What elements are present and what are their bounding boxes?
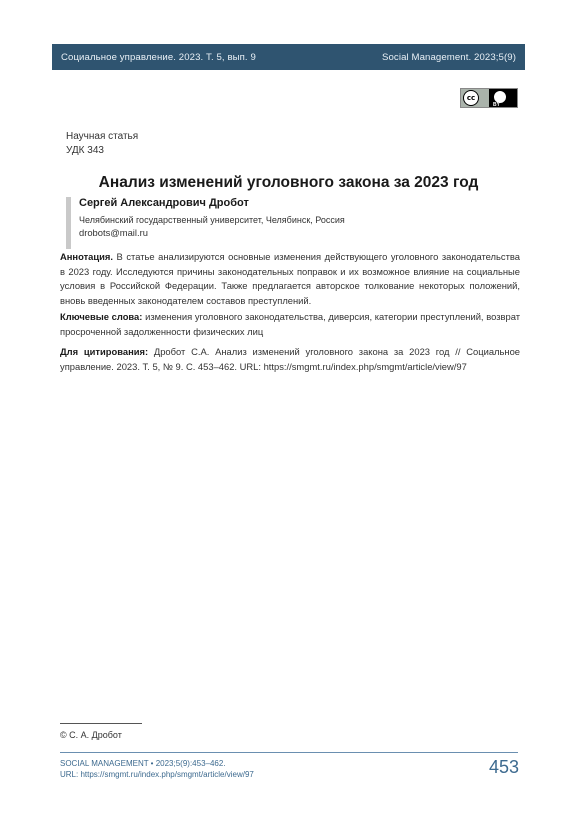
article-title: Анализ изменений уголовного закона за 2023 год [98,174,479,191]
header-journal-en: Social Management. 2023;5(9) [382,51,516,63]
footer-citation [60,759,254,780]
citation-text: Дробот С.А. Анализ изменений уголовного закона за 2023 год // Социальное управление. 2023. Т. 5, № 9. С. 453–462. URL: https://smgmt.ru/index.php/smgmt/article/view/97 [60,346,520,372]
footer-journal-line: SOCIAL MANAGEMENT • 2023;5(9):453–462. [60,759,226,768]
footer-url-line[interactable]: URL: https://smgmt.ru/index.php/smgmt/article/view/97 [60,769,254,779]
author-block [66,197,345,249]
cc-by-license-badge[interactable] [460,88,518,108]
abstract [60,250,520,308]
footnote-divider [60,723,142,724]
abstract-text: В статье анализируются основные изменения действующего уголовного законодательства в 2023 году. Исследуются причины законодательных поправок и их возможное влияние на социальные условия в Российской Федерации. Также предлагается авторское толкование некоторых положений, вновь введенных законодателем составов преступлений. [60,251,520,306]
cc-icon: cc [463,90,479,106]
author-name: Сергей Александрович Дробот [79,197,249,209]
article-type: Научная статья [66,131,139,142]
header-journal-ru: Социальное управление. 2023. Т. 5, вып. 9 [61,51,256,63]
article-meta [66,130,138,158]
citation-label: Для цитирования: [60,346,149,357]
keywords-label: Ключевые слова: [60,311,143,322]
footer-divider [60,752,518,753]
page-number: 453 [488,757,519,777]
abstract-label: Аннотация. [60,251,113,262]
author-email[interactable]: drobots@mail.ru [79,227,148,238]
by-label: BY [493,102,500,108]
citation [60,345,520,374]
keywords-text: изменения уголовного законодательства, диверсия, категории преступлений, возврат просроченной задолженности физических лиц [60,311,520,337]
author-affiliation: Челябинский государственный университет, Челябинск, Россия [79,215,345,225]
udc-code: УДК 343 [66,145,104,156]
keywords [60,310,520,339]
copyright-footnote: © С. А. Дробот [60,730,122,740]
journal-header-bar [52,44,525,70]
